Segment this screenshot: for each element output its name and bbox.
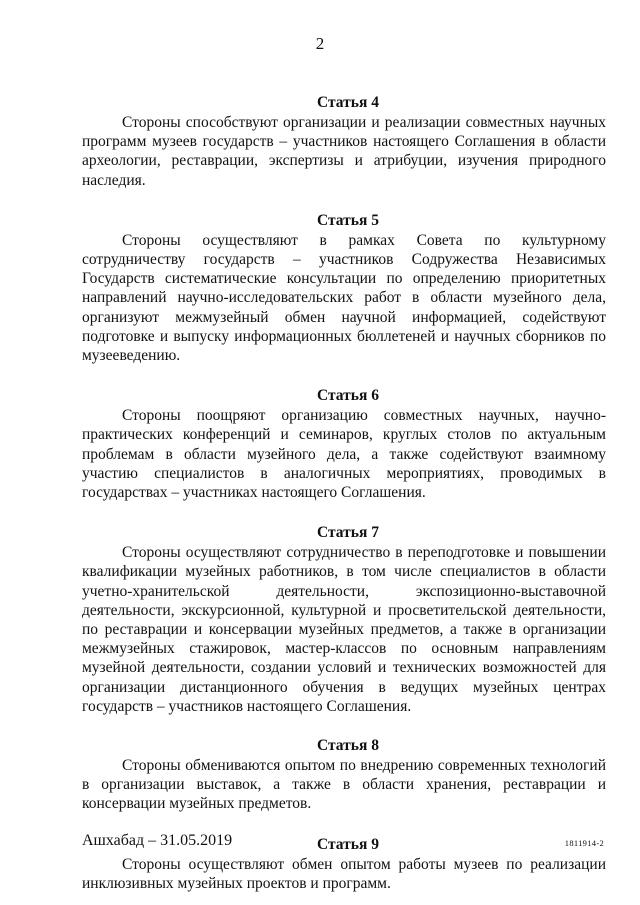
article-text: Стороны осуществляют в рамках Совета по культурному сотрудничеству государств – участников Содружества Независимых Государств систематические консультации по определению приоритетных направлений научно-исследовательских работ в области музейного дела, организуют межмузейный обмен научной информацией, содействуют подготовке и выпуску информационных бюллетеней и научных сборников по музееведению. — [82, 231, 606, 365]
page-number: 2 — [315, 34, 325, 53]
article-title: Статья 5 — [317, 211, 379, 229]
article-6 — [82, 386, 606, 502]
article-title: Статья 8 — [317, 737, 379, 755]
article-text: Стороны поощряют организацию совместных научных, научно-практических конференций и семинаров, круглых столов по актуальным проблемам в области музейного дела, а также содействуют взаимному участию специалистов в аналогичных мероприятиях, проводимых в государствах – участниках настоящего Соглашения. — [82, 407, 606, 502]
document-body — [82, 93, 606, 893]
article-text: Стороны осуществляют обмен опытом работы музеев по реализации инклюзивных музейных проектов и программ. — [82, 855, 606, 892]
article-text: Стороны осуществляют сотрудничество в переподготовке и повышении квалификации музейных работников, в том числе специалистов в области учетно-хранительской деятельности, экспозиционно-выставочной деятельности, экскурсионной, культурной и просветительской деятельности, по реставрации и консервации музейных предметов, а также в организации межмузейных стажировок, мастер-классов по основным направлениям музейной деятельности, создании условий и технических возможностей для организации дистанционного обучения в ведущих музейных центрах государств – участников настоящего Соглашения. — [82, 544, 606, 715]
article-7 — [82, 523, 606, 716]
footer-document-code: 1811914-2 — [564, 838, 604, 848]
article-4 — [82, 93, 606, 190]
article-title: Статья 6 — [317, 387, 379, 405]
article-5 — [82, 211, 606, 365]
article-title: Статья 4 — [317, 94, 379, 111]
article-8 — [82, 736, 606, 814]
article-text: Стороны обмениваются опытом по внедрению современных технологий в организации выставок, а также в области хранения, реставрации и консервации музейных предметов. — [82, 757, 606, 813]
article-title: Статья 9 — [317, 835, 379, 853]
article-text: Стороны способствуют организации и реализации совместных научных программ музеев государств – участников настоящего Соглашения в области археологии, реставрации, экспертизы и атрибуции, изучения природного наследия. — [82, 114, 606, 189]
article-title: Статья 7 — [317, 524, 379, 542]
footer-place-date: Ашхабад – 31.05.2019 — [82, 832, 233, 849]
